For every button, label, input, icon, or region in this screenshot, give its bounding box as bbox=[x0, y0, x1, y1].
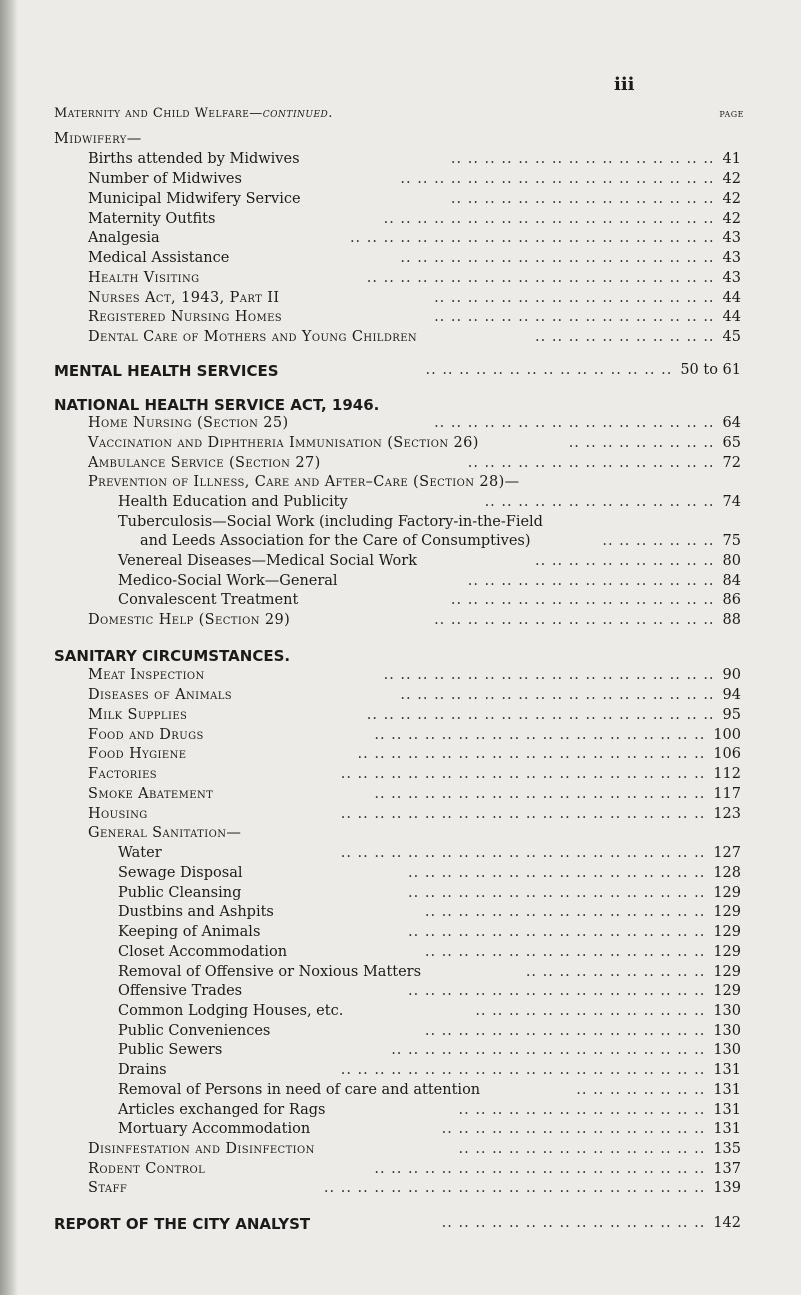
toc-page-number: 80 bbox=[722, 553, 741, 569]
toc-entry bbox=[0, 290, 801, 309]
toc-page-number: 41 bbox=[722, 151, 741, 167]
toc-label-removal-of-offensive-or-noxious-matters: Removal of Offensive or Noxious Matters bbox=[118, 964, 422, 980]
toc-label-analgesia: Analgesia bbox=[88, 230, 160, 246]
toc-heading bbox=[0, 474, 801, 493]
dot-leader: .. .. .. .. .. .. .. .. .. .. .. .. .. .. .. .. .. bbox=[424, 904, 706, 920]
toc-page-number: 86 bbox=[722, 592, 741, 608]
toc-page-number: 64 bbox=[722, 415, 741, 431]
dot-leader: .. .. .. .. .. .. .. .. .. .. .. .. .. .. .. .. bbox=[450, 151, 715, 167]
toc-label-general-sanitation: General Sanitation— bbox=[88, 825, 242, 841]
toc-entry bbox=[0, 766, 801, 785]
toc-entry bbox=[0, 1180, 801, 1199]
toc-page-number: 129 bbox=[713, 885, 741, 901]
dot-leader: .. .. .. .. .. .. .. .. .. .. .. .. .. .. .. .. .. .. bbox=[408, 924, 706, 940]
toc-page-number: 117 bbox=[713, 786, 741, 802]
toc-label-and-leeds-association-for-the-care-of-co: and Leeds Association for the Care of Consumptives) bbox=[140, 533, 531, 549]
toc-page-number: 42 bbox=[722, 171, 741, 187]
toc-entry bbox=[0, 151, 801, 170]
dot-leader: .. .. .. .. .. .. .. .. .. .. .. .. .. .. .. .. .. .. .. bbox=[400, 171, 715, 187]
toc-page-number: 50 to 61 bbox=[680, 362, 741, 378]
toc-entry bbox=[0, 1215, 801, 1234]
toc-entry bbox=[0, 786, 801, 805]
toc-entry bbox=[0, 1042, 801, 1061]
toc-page-number: 42 bbox=[722, 191, 741, 207]
toc-entry bbox=[0, 553, 801, 572]
dot-leader: .. .. .. .. .. .. .. .. .. .. .. .. .. .. .. .. .. .. .. bbox=[400, 250, 715, 266]
toc-label-mortuary-accommodation: Mortuary Accommodation bbox=[118, 1121, 311, 1137]
toc-entry bbox=[0, 1161, 801, 1180]
toc-entry bbox=[0, 494, 801, 513]
toc-label-removal-of-persons-in-need-of-care-and-a: Removal of Persons in need of care and attention bbox=[118, 1082, 481, 1098]
toc-label-municipal-midwifery-service: Municipal Midwifery Service bbox=[88, 191, 301, 207]
toc-entry bbox=[0, 415, 801, 434]
toc-page-number: 95 bbox=[722, 707, 741, 723]
toc-page-number: 43 bbox=[722, 250, 741, 266]
dot-leader: .. .. .. .. .. .. .. .. .. .. .. .. .. .. .. bbox=[458, 1102, 706, 1118]
toc-page-number: 123 bbox=[713, 806, 741, 822]
dot-leader: .. .. .. .. .. .. .. .. .. .. .. .. .. .. .. .. .. .. .. .. .. .. bbox=[340, 806, 706, 822]
toc-label-dustbins-and-ashpits: Dustbins and Ashpits bbox=[118, 904, 274, 920]
toc-entry bbox=[0, 592, 801, 611]
toc-page-number: 139 bbox=[713, 1180, 741, 1196]
dot-leader: .. .. .. .. .. .. .. .. .. .. .. .. .. .. .. .. .. bbox=[434, 309, 715, 325]
toc-label-disinfestation-and-disinfection: Disinfestation and Disinfection bbox=[88, 1141, 315, 1157]
toc-entry bbox=[0, 573, 801, 592]
toc-page-number: 129 bbox=[713, 983, 741, 999]
toc-label-dental-care-of-mothers-and-young-childre: Dental Care of Mothers and Young Children bbox=[88, 329, 418, 345]
toc-page-number: 43 bbox=[722, 230, 741, 246]
toc-label-ambulance-service-section-27: Ambulance Service (Section 27) bbox=[88, 455, 321, 471]
toc-label-report-of-the-city-analyst: REPORT OF THE CITY ANALYST bbox=[54, 1215, 311, 1233]
dot-leader: .. .. .. .. .. .. .. .. .. .. .. .. .. .. .. bbox=[467, 455, 715, 471]
toc-page-number: 128 bbox=[713, 865, 741, 881]
toc-page-number: 130 bbox=[713, 1042, 741, 1058]
toc-entry bbox=[0, 191, 801, 210]
toc-label-food-hygiene: Food Hygiene bbox=[88, 746, 187, 762]
toc-entry bbox=[0, 1102, 801, 1121]
dot-leader: .. .. .. .. .. .. .. .. .. .. .. .. .. .. .. .. .. .. .. bbox=[400, 687, 715, 703]
toc-label-common-lodging-houses-etc: Common Lodging Houses, etc. bbox=[118, 1003, 344, 1019]
dot-leader: .. .. .. .. .. .. .. .. .. .. .. .. .. .. .. .. .. bbox=[434, 415, 715, 431]
dot-leader: .. .. .. .. .. .. .. .. .. .. .. bbox=[535, 329, 715, 345]
dot-leader: .. .. .. .. .. .. .. .. .. .. .. .. .. .. .. .. .. bbox=[434, 290, 715, 306]
toc-page-number: 137 bbox=[713, 1161, 741, 1177]
toc-page-number: 72 bbox=[722, 455, 741, 471]
dot-leader: .. .. .. .. .. .. .. .. .. .. .. .. .. .. .. .. .. .. .. .. .. .. bbox=[340, 845, 706, 861]
toc-label-meat-inspection: Meat Inspection bbox=[88, 667, 205, 683]
toc-label-mental-health-services: MENTAL HEALTH SERVICES bbox=[54, 362, 279, 380]
dot-leader: .. .. .. .. .. .. .. .. .. .. .. .. .. .. .. .. .. bbox=[424, 944, 706, 960]
toc-entry bbox=[0, 865, 801, 884]
toc-label-public-cleansing: Public Cleansing bbox=[118, 885, 242, 901]
dot-leader: .. .. .. .. .. .. .. .. .. .. .. .. .. .. .. .. .. .. .. .. .. bbox=[366, 270, 715, 286]
toc-label-number-of-midwives: Number of Midwives bbox=[88, 171, 242, 187]
toc-label-vaccination-and-diphtheria-immunisation-: Vaccination and Diphtheria Immunisation (Section 26) bbox=[88, 435, 479, 451]
toc-entry bbox=[0, 612, 801, 631]
dot-leader: .. .. .. .. .. .. .. .. .. .. .. .. .. .. .. .. .. bbox=[434, 612, 715, 628]
dot-leader: .. .. .. .. .. .. .. .. .. .. .. .. .. .. bbox=[475, 1003, 706, 1019]
toc-page-number: 130 bbox=[713, 1003, 741, 1019]
toc-label-home-nursing-section-25: Home Nursing (Section 25) bbox=[88, 415, 289, 431]
toc-page-number: 84 bbox=[722, 573, 741, 589]
toc-entry bbox=[0, 885, 801, 904]
toc-label-closet-accommodation: Closet Accommodation bbox=[118, 944, 288, 960]
toc-label-smoke-abatement: Smoke Abatement bbox=[88, 786, 214, 802]
toc-label-diseases-of-animals: Diseases of Animals bbox=[88, 687, 233, 703]
toc-entry bbox=[0, 983, 801, 1002]
dot-leader: .. .. .. .. .. .. .. .. .. .. .. .. .. .. .. .. .. bbox=[424, 1023, 706, 1039]
toc-label-venereal-diseases-medical-social-work: Venereal Diseases—Medical Social Work bbox=[118, 553, 417, 569]
toc-heading bbox=[0, 825, 801, 844]
toc-page-number: 44 bbox=[722, 290, 741, 306]
toc-heading bbox=[0, 396, 801, 415]
toc-entry bbox=[0, 533, 801, 552]
dot-leader: .. .. .. .. .. .. .. .. .. .. .. .. .. .. .. .. .. .. .. .. bbox=[374, 786, 706, 802]
dot-leader: .. .. .. .. .. .. .. .. .. .. .. .. .. .. .. .. .. .. .. .. .. .. bbox=[340, 1062, 706, 1078]
toc-label-maternity-outfits: Maternity Outfits bbox=[88, 211, 216, 227]
toc-label-public-sewers: Public Sewers bbox=[118, 1042, 223, 1058]
toc-label-registered-nursing-homes: Registered Nursing Homes bbox=[88, 309, 283, 325]
toc-label-midwifery: Midwifery— bbox=[54, 131, 142, 147]
toc-entry bbox=[0, 211, 801, 230]
toc-entry bbox=[0, 1003, 801, 1022]
dot-leader: .. .. .. .. .. .. .. .. .. .. .. .. .. .. .. .. .. .. .. .. .. .. .. bbox=[323, 1180, 706, 1196]
dot-leader: .. .. .. .. .. .. .. .. .. .. .. .. .. .. .. .. .. .. .. .. bbox=[374, 1161, 706, 1177]
toc-entry bbox=[0, 746, 801, 765]
toc-label-medical-assistance: Medical Assistance bbox=[88, 250, 230, 266]
dot-leader: .. .. .. .. .. .. .. .. .. .. .. .. .. .. .. .. .. .. .. .. .. bbox=[357, 746, 706, 762]
toc-entry bbox=[0, 1023, 801, 1042]
toc-entry bbox=[0, 435, 801, 454]
section-header bbox=[54, 106, 744, 121]
toc-page-number: 131 bbox=[713, 1062, 741, 1078]
toc-page-number: 88 bbox=[722, 612, 741, 628]
dot-leader: .. .. .. .. .. .. .. .. bbox=[576, 1082, 706, 1098]
toc-label-tuberculosis-social-work-including-facto: Tuberculosis—Social Work (including Factory-in-the-Field bbox=[118, 514, 543, 530]
toc-label-offensive-trades: Offensive Trades bbox=[118, 983, 243, 999]
toc-page-number: 129 bbox=[713, 924, 741, 940]
toc-label-rodent-control: Rodent Control bbox=[88, 1161, 206, 1177]
toc-label-nurses-act-1943-part-ii: Nurses Act, 1943, Part II bbox=[88, 290, 280, 306]
dot-leader: .. .. .. .. .. .. .. .. .. .. .. .. .. .. .. .. .. .. .. bbox=[391, 1042, 706, 1058]
toc-entry bbox=[0, 362, 801, 381]
dot-leader: .. .. .. .. .. .. .. .. .. bbox=[568, 435, 715, 451]
section-continued: —continued. bbox=[249, 106, 333, 121]
toc-heading bbox=[0, 131, 801, 150]
toc-label-national-health-service-act-1946: NATIONAL HEALTH SERVICE ACT, 1946. bbox=[54, 396, 380, 414]
toc-entry bbox=[0, 1141, 801, 1160]
section-title: Maternity and Child Welfare bbox=[54, 106, 250, 121]
toc-page-number: 65 bbox=[722, 435, 741, 451]
toc-page-number: 142 bbox=[713, 1215, 741, 1231]
toc-page-number: 131 bbox=[713, 1121, 741, 1137]
toc-page-number: 135 bbox=[713, 1141, 741, 1157]
toc-entry bbox=[0, 924, 801, 943]
toc-label-staff: Staff bbox=[88, 1180, 128, 1196]
toc-label-births-attended-by-midwives: Births attended by Midwives bbox=[88, 151, 300, 167]
toc-page-number: 94 bbox=[722, 687, 741, 703]
toc-page-number: 106 bbox=[713, 746, 741, 762]
dot-leader: .. .. .. .. .. .. .. .. .. .. .. .. .. .. .. .. .. .. .. .. .. bbox=[366, 707, 715, 723]
toc-page-number: 43 bbox=[722, 270, 741, 286]
toc-label-drains: Drains bbox=[118, 1062, 167, 1078]
page-column-label: page bbox=[719, 106, 744, 120]
toc-entry bbox=[0, 171, 801, 190]
toc-page-number: 129 bbox=[713, 944, 741, 960]
dot-leader: .. .. .. .. .. .. .. .. .. .. .. .. .. .. .. .. .. .. bbox=[408, 865, 706, 881]
toc-label-water: Water bbox=[118, 845, 162, 861]
dot-leader: .. .. .. .. .. .. .. .. .. .. .. bbox=[535, 553, 715, 569]
dot-leader: .. .. .. .. .. .. .. .. .. .. .. .. .. .. .. .. .. .. .. .. bbox=[383, 667, 715, 683]
toc-label-domestic-help-section-29: Domestic Help (Section 29) bbox=[88, 612, 291, 628]
toc-page-number: 130 bbox=[713, 1023, 741, 1039]
toc-page-number: 127 bbox=[713, 845, 741, 861]
toc-heading bbox=[0, 514, 801, 533]
dot-leader: .. .. .. .. .. .. .. .. .. .. .. bbox=[525, 964, 706, 980]
dot-leader: .. .. .. .. .. .. .. .. .. .. .. .. .. .. .. .. bbox=[441, 1215, 706, 1231]
toc-page-number: 75 bbox=[722, 533, 741, 549]
toc-entry bbox=[0, 667, 801, 686]
toc-page-number: 131 bbox=[713, 1082, 741, 1098]
toc-page-number: 131 bbox=[713, 1102, 741, 1118]
toc-page-number: 129 bbox=[713, 904, 741, 920]
toc-entry bbox=[0, 904, 801, 923]
toc-entry bbox=[0, 845, 801, 864]
toc-label-sanitary-circumstances: SANITARY CIRCUMSTANCES. bbox=[54, 647, 291, 665]
dot-leader: .. .. .. .. .. .. .. .. .. .. .. .. .. .. .. bbox=[458, 1141, 706, 1157]
toc-label-health-education-and-publicity: Health Education and Publicity bbox=[118, 494, 348, 510]
toc-entry bbox=[0, 687, 801, 706]
toc-label-medico-social-work-general: Medico-Social Work—General bbox=[118, 573, 338, 589]
toc-page-number: 44 bbox=[722, 309, 741, 325]
toc-label-housing: Housing bbox=[88, 806, 148, 822]
toc-page-number: 100 bbox=[713, 727, 741, 743]
dot-leader: .. .. .. .. .. .. .. .. .. .. .. .. .. .. .. .. .. .. .. .. .. .. bbox=[349, 230, 715, 246]
toc-entry bbox=[0, 329, 801, 348]
toc-label-convalescent-treatment: Convalescent Treatment bbox=[118, 592, 299, 608]
toc-entry bbox=[0, 309, 801, 328]
dot-leader: .. .. .. .. .. .. .. .. .. .. .. .. .. .. .. .. bbox=[441, 1121, 706, 1137]
dot-leader: .. .. .. .. .. .. .. bbox=[602, 533, 715, 549]
toc-entry bbox=[0, 806, 801, 825]
toc-label-articles-exchanged-for-rags: Articles exchanged for Rags bbox=[118, 1102, 326, 1118]
toc-page-number: 42 bbox=[722, 211, 741, 227]
toc-page-number: 74 bbox=[722, 494, 741, 510]
toc-page-number: 90 bbox=[722, 667, 741, 683]
toc-label-keeping-of-animals: Keeping of Animals bbox=[118, 924, 261, 940]
toc-page-number: 129 bbox=[713, 964, 741, 980]
toc-label-prevention-of-illness-care-and-after-car: Prevention of Illness, Care and After–Care (Section 28)— bbox=[88, 474, 520, 490]
toc-entry bbox=[0, 1121, 801, 1140]
page-number: iii bbox=[614, 74, 635, 95]
toc-heading bbox=[0, 647, 801, 666]
toc-entry bbox=[0, 230, 801, 249]
toc-label-food-and-drugs: Food and Drugs bbox=[88, 727, 204, 743]
dot-leader: .. .. .. .. .. .. .. .. .. .. .. .. .. .. .. bbox=[467, 573, 715, 589]
toc-page-number: 45 bbox=[722, 329, 741, 345]
dot-leader: .. .. .. .. .. .. .. .. .. .. .. .. .. .. .. .. bbox=[450, 592, 715, 608]
toc-entry bbox=[0, 1062, 801, 1081]
toc-label-public-conveniences: Public Conveniences bbox=[118, 1023, 271, 1039]
dot-leader: .. .. .. .. .. .. .. .. .. .. .. .. .. .. .. .. .. .. .. .. bbox=[383, 211, 715, 227]
dot-leader: .. .. .. .. .. .. .. .. .. .. .. .. .. .. bbox=[484, 494, 715, 510]
toc-entry bbox=[0, 707, 801, 726]
toc-label-milk-supplies: Milk Supplies bbox=[88, 707, 188, 723]
toc-entry bbox=[0, 944, 801, 963]
toc-label-health-visiting: Health Visiting bbox=[88, 270, 200, 286]
dot-leader: .. .. .. .. .. .. .. .. .. .. .. .. .. .. .. .. .. .. bbox=[408, 983, 706, 999]
dot-leader: .. .. .. .. .. .. .. .. .. .. .. .. .. .. .. bbox=[425, 362, 673, 378]
toc-entry bbox=[0, 964, 801, 983]
dot-leader: .. .. .. .. .. .. .. .. .. .. .. .. .. .. .. .. bbox=[450, 191, 715, 207]
toc-entry bbox=[0, 270, 801, 289]
dot-leader: .. .. .. .. .. .. .. .. .. .. .. .. .. .. .. .. .. .. .. .. .. .. bbox=[340, 766, 706, 782]
dot-leader: .. .. .. .. .. .. .. .. .. .. .. .. .. .. .. .. .. .. bbox=[408, 885, 706, 901]
toc-entry bbox=[0, 1082, 801, 1101]
toc-page-number: 112 bbox=[713, 766, 741, 782]
toc-entry bbox=[0, 250, 801, 269]
toc-entry bbox=[0, 455, 801, 474]
toc-label-factories: Factories bbox=[88, 766, 158, 782]
toc-label-sewage-disposal: Sewage Disposal bbox=[118, 865, 243, 881]
toc-entry bbox=[0, 727, 801, 746]
dot-leader: .. .. .. .. .. .. .. .. .. .. .. .. .. .. .. .. .. .. .. .. bbox=[374, 727, 706, 743]
